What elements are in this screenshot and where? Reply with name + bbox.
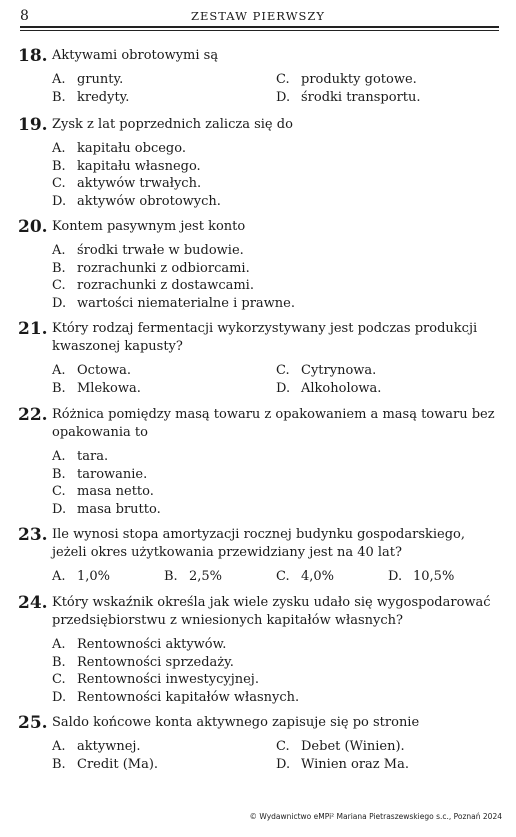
option-a: A. kapitału obcego. <box>52 141 186 156</box>
option-d: D. Alkoholowa. <box>276 380 382 396</box>
option-d: D. Winien oraz Ma. <box>276 756 409 772</box>
option-c: C. masa netto. <box>52 484 154 499</box>
question-number: 24. <box>18 593 48 613</box>
option-c: C. 4,0% <box>276 569 335 584</box>
page-header <box>20 6 496 26</box>
option-d: D. Rentowności kapitałów własnych. <box>52 689 300 705</box>
option-d: D. 10,5% <box>388 569 455 584</box>
question-22 <box>18 405 502 518</box>
question-25 <box>18 713 502 773</box>
question-text: Który rodzaj fermentacji wykorzystywany jest podczas produkcji kwaszonej kapusty? <box>52 321 478 354</box>
question-number: 23. <box>18 525 48 545</box>
question-number: 22. <box>18 405 48 425</box>
option-c: C. Rentowności inwestycyjnej. <box>52 672 259 687</box>
option-b: B. Rentowności sprzedaży. <box>52 654 234 670</box>
option-b: B. kapitału własnego. <box>52 158 201 174</box>
option-b: B. Credit (Ma). <box>52 756 159 772</box>
question-text: Kontem pasywnym jest konto <box>52 219 246 234</box>
option-a: A. 1,0% <box>52 569 111 584</box>
option-d: D. środki transportu. <box>276 89 421 105</box>
option-d: D. masa brutto. <box>52 501 161 517</box>
question-18 <box>18 46 502 106</box>
option-a: A. aktywnej. <box>52 739 141 754</box>
question-number: 18. <box>18 46 48 66</box>
question-20 <box>18 217 502 312</box>
option-a: A. tara. <box>52 449 109 464</box>
option-b: B. tarowanie. <box>52 466 148 482</box>
page-number: 8 <box>20 8 29 24</box>
option-c: C. rozrachunki z dostawcami. <box>52 278 254 293</box>
question-21 <box>18 319 502 397</box>
question-text: Zysk z lat poprzednich zalicza się do <box>52 117 293 132</box>
option-c: C. aktywów trwałych. <box>52 176 202 191</box>
option-c: C. produkty gotowe. <box>276 72 417 87</box>
option-a: A. Octowa. <box>52 363 131 378</box>
option-c: C. Cytrynowa. <box>276 363 377 378</box>
option-b: B. rozrachunki z odbiorcami. <box>52 260 250 276</box>
question-text: Saldo końcowe konta aktywnego zapisuje się po stronie <box>52 715 420 730</box>
option-a: A. Rentowności aktywów. <box>52 637 227 652</box>
option-b: B. Mlekowa. <box>52 380 141 396</box>
header-rule-thin <box>20 30 499 31</box>
option-b: B. kredyty. <box>52 89 130 105</box>
header-rule-thick <box>20 26 499 28</box>
option-c: C. Debet (Winien). <box>276 739 405 754</box>
question-23 <box>18 525 502 586</box>
question-text: Różnica pomiędzy masą towaru z opakowaniem a masą towaru bez opakowania to <box>52 407 495 440</box>
option-a: A. środki trwałe w budowie. <box>52 243 244 258</box>
question-24 <box>18 593 502 706</box>
question-text: Ile wynosi stopa amortyzacji rocznej budynku gospodarskiego, jeżeli okres użytkowania przewidziany jest na 40 lat? <box>52 527 466 560</box>
question-number: 20. <box>18 217 48 237</box>
option-d: D. wartości niematerialne i prawne. <box>52 295 295 311</box>
question-number: 25. <box>18 713 48 733</box>
option-a: A. grunty. <box>52 72 124 87</box>
option-d: D. aktywów obrotowych. <box>52 193 221 209</box>
question-number: 21. <box>18 319 48 339</box>
question-19 <box>18 115 502 210</box>
copyright-footer: © Wydawnictwo eMPi² Mariana Pietraszewskiego s.c., Poznań 2024 <box>249 812 502 821</box>
option-b: B. 2,5% <box>164 569 223 584</box>
page-title: ZESTAW PIERWSZY <box>191 9 325 23</box>
question-text: Który wskaźnik określa jak wiele zysku udało się wygospodarować przedsiębiorstwu z wniesionych kapitałów własnych? <box>52 595 491 628</box>
question-number: 19. <box>18 115 48 135</box>
question-text: Aktywami obrotowymi są <box>52 48 219 63</box>
